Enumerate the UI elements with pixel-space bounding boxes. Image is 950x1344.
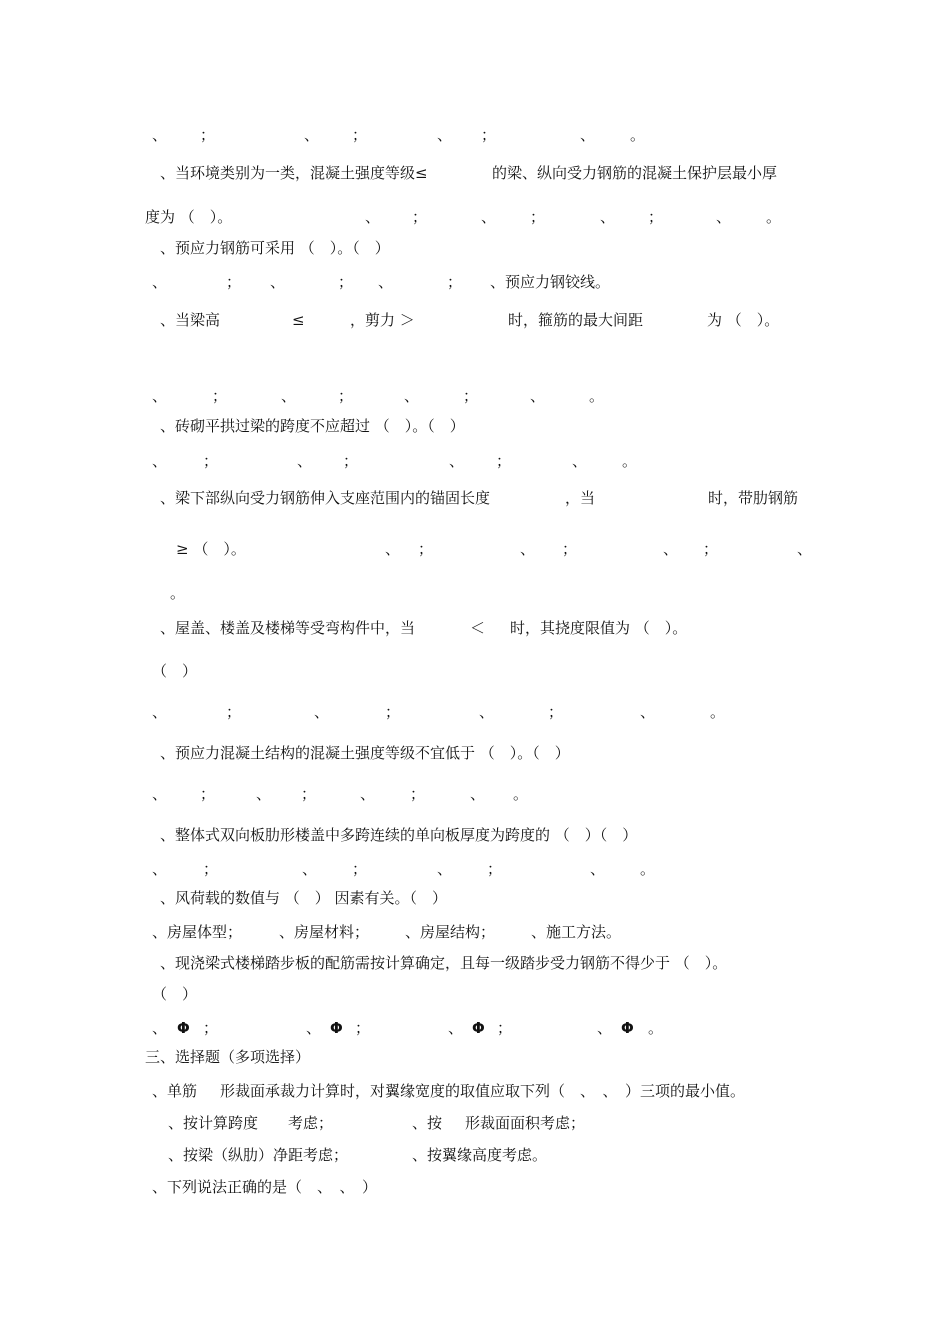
text-segment: 、 [590,860,606,878]
text-segment: 、 [378,273,394,291]
text-segment: ； [338,273,354,291]
text-segment: 、下列说法正确的是（ 、 、 ） [152,1178,378,1196]
text-segment: 、 [270,273,286,291]
text-segment: ； [226,703,242,721]
text-segment: 、 [449,452,465,470]
phi-symbol: Φ [177,1019,190,1037]
text-segment: 、 [448,1019,464,1037]
text-segment: ； [418,540,434,558]
text-segment: ； [352,126,368,144]
text-segment: 。 [648,1019,664,1037]
text-segment: ； [447,273,463,291]
text-segment: 、 [152,785,168,803]
text-segment: 、施工方法。 [531,923,622,941]
text-segment: ； [338,387,354,405]
text-segment: 、房屋结构； [405,923,496,941]
text-segment: 、当环境类别为一类，混凝土强度等级≤ [160,164,428,182]
phi-symbol: Φ [330,1019,343,1037]
text-segment: 时，箍筋的最大间距 [508,311,644,329]
text-segment: 、 [530,387,546,405]
text-segment: ≤ [292,311,305,329]
text-segment: 、 [640,703,656,721]
text-segment: 、 [281,387,297,405]
text-segment: 、梁下部纵向受力钢筋伸入支座范围内的锚固长度 [160,489,491,507]
text-segment: ； [487,860,503,878]
text-segment: 、整体式双向板肋形楼盖中多跨连续的单向板厚度为跨度的 （ ）（ ） [160,826,638,844]
text-segment: 、 [481,208,497,226]
text-segment: 时，带肋钢筋 [708,489,799,507]
text-segment: 、 [152,273,168,291]
text-segment: 、 [572,452,588,470]
text-segment: ； [463,387,479,405]
text-segment: 、 [152,703,168,721]
text-segment: 。 [630,126,646,144]
text-segment: ； [200,785,216,803]
text-segment: ； [355,1019,371,1037]
text-segment: ； [497,1019,513,1037]
text-segment: 考虑； [288,1114,334,1132]
text-segment: 。 [513,785,529,803]
text-segment: ； [412,208,428,226]
text-segment: 、 [152,126,168,144]
text-segment: 三、选择题（多项选择） [145,1048,311,1066]
text-segment: 、 [479,703,495,721]
text-segment: 、 [152,452,168,470]
text-segment: 、 [152,387,168,405]
text-segment: 、 [580,126,596,144]
text-segment: ； [203,860,219,878]
text-segment: ； [562,540,578,558]
text-segment: 、房屋材料； [279,923,370,941]
text-segment: 。 [622,452,638,470]
text-segment: 、屋盖、楼盖及楼梯等受弯构件中，当 [160,619,416,637]
text-segment: ； [530,208,546,226]
text-segment: ； [203,452,219,470]
text-segment: 为 （ ）。 [707,311,780,329]
text-segment: 、现浇梁式楼梯踏步板的配筋需按计算确定，且每一级踏步受力钢筋不得少于 （ ）。 [160,954,728,972]
text-segment: 、 [437,860,453,878]
text-segment: 、按翼缘高度考虑。 [412,1146,548,1164]
phi-symbol: Φ [621,1019,634,1037]
text-segment: 、 [437,126,453,144]
text-segment: 、当梁高 [160,311,221,329]
text-segment: ； [703,540,719,558]
text-segment: ； [212,387,228,405]
text-segment: 、按 [412,1114,443,1132]
text-segment: ； [352,860,368,878]
text-segment: ； [385,703,401,721]
text-segment: 、 [716,208,732,226]
text-segment: 、 [297,452,313,470]
text-segment: 、 [304,126,320,144]
text-segment: 、 [600,208,616,226]
text-segment: 、 [365,208,381,226]
text-segment: 、 [385,540,401,558]
text-segment: ＜ [470,619,486,637]
text-segment: 、 [597,1019,613,1037]
text-segment: ； [301,785,317,803]
text-segment: 、 [797,540,813,558]
text-segment: 、 [314,703,330,721]
text-segment: ； [648,208,664,226]
text-segment: 、 [470,785,486,803]
text-segment: ≥ （ ）。 [176,540,246,558]
text-segment: ； [481,126,497,144]
text-segment: 、 [404,387,420,405]
text-segment: 、按梁（纵肋）净距考虑； [168,1146,349,1164]
text-segment: 度为 （ ）。 [145,208,233,226]
text-segment: 、风荷载的数值与 （ ） 因素有关。（ ） [160,889,448,907]
text-segment: （ ） [152,662,198,680]
text-segment: 。 [766,208,782,226]
text-segment: ，当 [565,489,596,507]
text-segment: 。 [170,584,186,602]
text-segment: 、 [152,1019,168,1037]
text-segment: 、 [152,860,168,878]
text-segment: 。 [640,860,656,878]
text-segment: ； [548,703,564,721]
text-segment: 、 [663,540,679,558]
text-segment: ； [496,452,512,470]
text-segment: ； [226,273,242,291]
text-segment: 、预应力钢铰线。 [490,273,611,291]
text-segment: 、预应力钢筋可采用 （ ）。（ ） [160,239,390,257]
text-segment: （ ） [152,985,198,1003]
text-segment: 、按计算跨度 [168,1114,259,1132]
text-segment: 、预应力混凝土结构的混凝土强度等级不宜低于 （ ）。（ ） [160,744,570,762]
text-segment: ； [200,126,216,144]
text-segment: ； [410,785,426,803]
text-segment: 时，其挠度限值为 （ ）。 [510,619,688,637]
text-segment: 。 [589,387,605,405]
text-segment: 的梁、纵向受力钢筋的混凝土保护层最小厚 [492,164,778,182]
text-segment: 、 [520,540,536,558]
text-segment: 、房屋体型； [152,923,243,941]
text-segment: 、 [306,1019,322,1037]
text-segment: 形裁面面积考虑； [465,1114,586,1132]
text-segment: 、砖砌平拱过梁的跨度不应超过 （ ）。（ ） [160,417,465,435]
text-segment: 、单筋 [152,1082,198,1100]
text-segment: 、 [302,860,318,878]
text-segment: 。 [710,703,726,721]
text-segment: ； [203,1019,219,1037]
phi-symbol: Φ [472,1019,485,1037]
text-segment: 形裁面承裁力计算时，对翼缘宽度的取值应取下列（ 、 、 ）三项的最小值。 [220,1082,746,1100]
text-segment: ，剪力 ＞ [350,311,415,329]
text-segment: 、 [360,785,376,803]
text-segment: ； [343,452,359,470]
text-segment: 、 [256,785,272,803]
